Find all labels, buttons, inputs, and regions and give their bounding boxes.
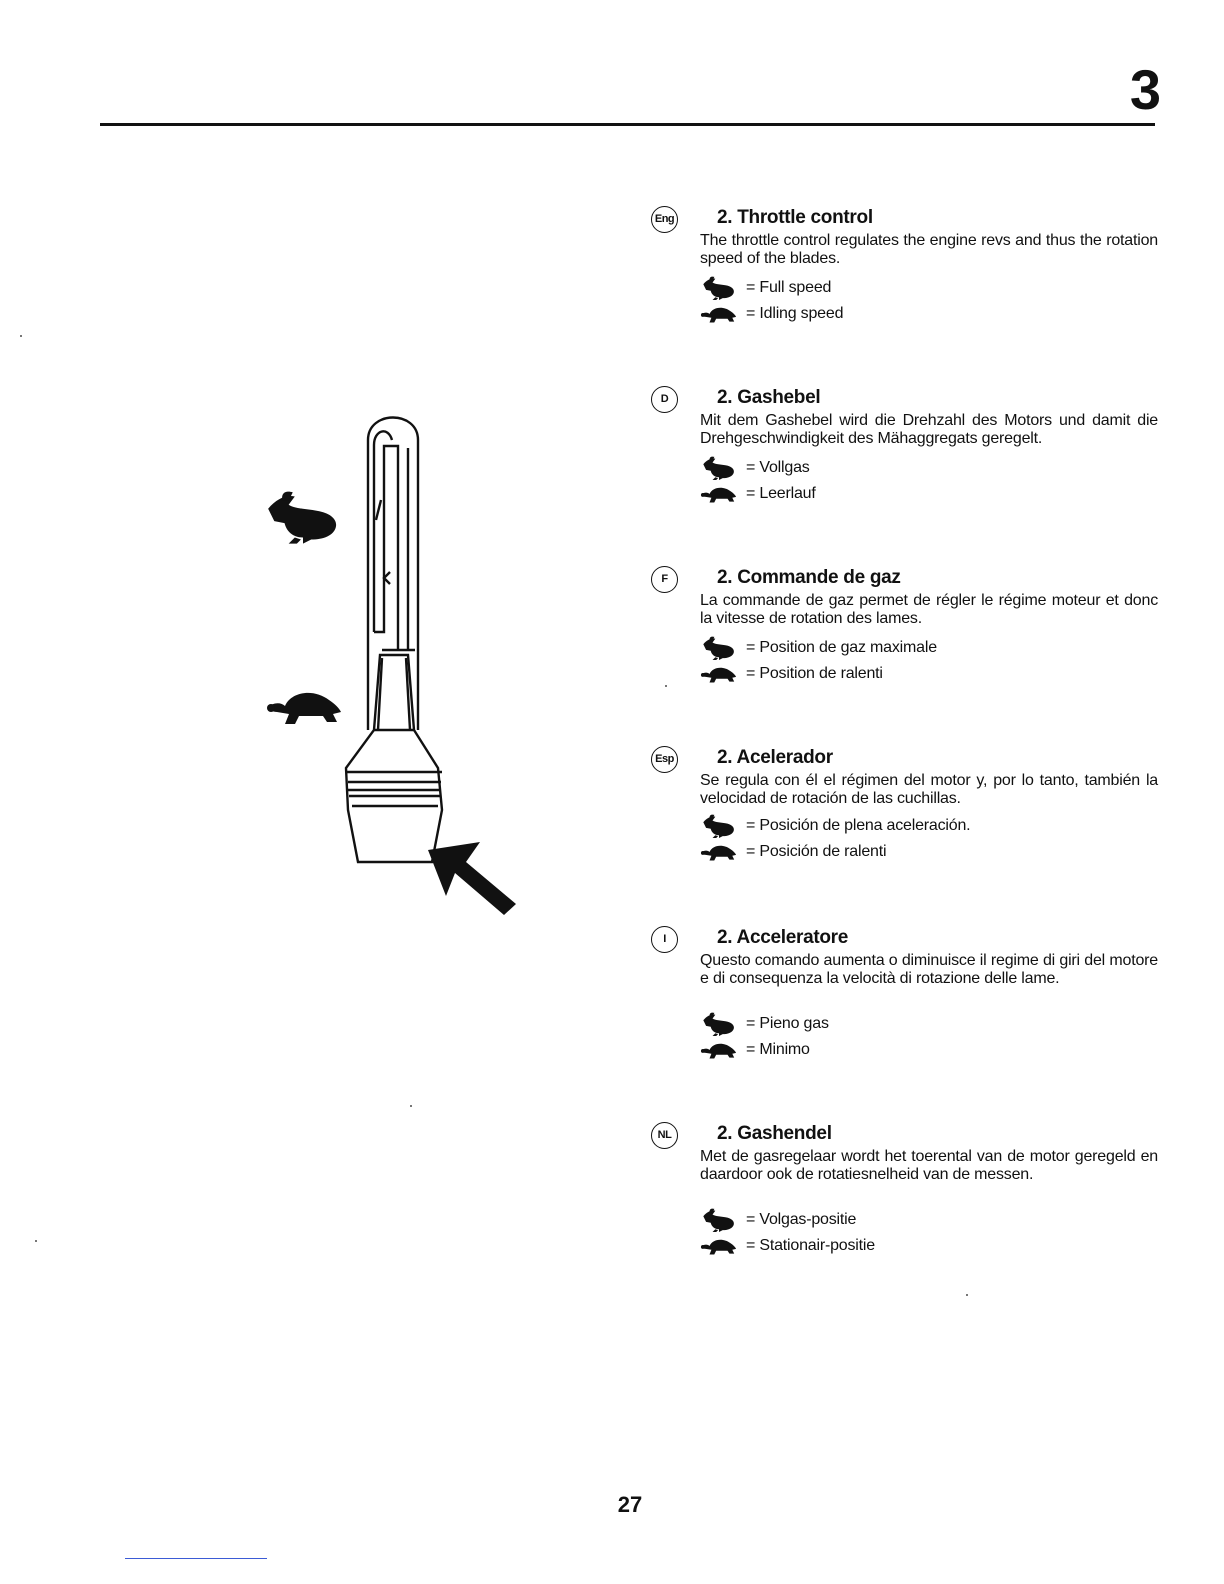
section-body: Se regula con él el régimen del motor y, por lo tanto, también la velocidad de rotación de las cuchillas. [700, 772, 1158, 807]
rabbit-icon [700, 1208, 738, 1232]
idle-speed-label: = Stationair-positie [746, 1237, 875, 1254]
page-number: 27 [617, 1492, 643, 1517]
scan-speck [665, 685, 667, 687]
section-title: 2. Commande de gaz [717, 567, 901, 588]
idle-speed-label: = Idling speed [746, 305, 844, 322]
rabbit-icon [700, 814, 738, 838]
arrow-icon [428, 842, 516, 915]
rabbit-icon [700, 1012, 738, 1036]
language-badge: D [651, 386, 678, 413]
language-badge: F [651, 566, 678, 593]
scan-speck [410, 1105, 412, 1107]
full-speed-row [700, 814, 970, 838]
full-speed-row [700, 1208, 856, 1232]
full-speed-label: = Pieno gas [746, 1015, 829, 1032]
language-badge: NL [651, 1122, 678, 1149]
turtle-icon [700, 482, 738, 506]
rabbit-icon [700, 456, 738, 480]
section-body: The throttle control regulates the engine revs and thus the rotation speed of the blades. [700, 232, 1158, 267]
full-speed-row [700, 636, 937, 660]
throttle-knob [346, 655, 442, 862]
section-title: 2. Gashendel [717, 1123, 832, 1144]
idle-speed-row [700, 662, 883, 686]
throttle-lever-illustration [250, 400, 540, 930]
rabbit-icon [700, 276, 738, 300]
turtle-icon [700, 1038, 738, 1062]
scan-speck [20, 335, 22, 337]
full-speed-label: = Posición de plena aceleración. [746, 817, 971, 834]
language-badge: I [651, 926, 678, 953]
idle-speed-row [700, 1234, 875, 1258]
turtle-icon [700, 662, 738, 686]
full-speed-label: = Full speed [746, 279, 832, 296]
bottom-link-line [125, 1558, 267, 1559]
idle-speed-label: = Position de ralenti [746, 665, 883, 682]
turtle-icon [700, 840, 738, 864]
idle-speed-row [700, 482, 816, 506]
section-english [650, 202, 1162, 332]
idle-speed-label: = Posición de ralenti [746, 843, 887, 860]
idle-speed-row [700, 1038, 810, 1062]
idle-speed-row [700, 302, 843, 326]
turtle-icon [700, 1234, 738, 1258]
full-speed-row [700, 1012, 829, 1036]
section-dutch [650, 1118, 1162, 1268]
section-french [650, 562, 1162, 692]
throttle-lever-figure [250, 400, 540, 930]
idle-speed-row [700, 840, 886, 864]
language-badge: Eng [651, 206, 678, 233]
full-speed-row [700, 456, 810, 480]
idle-speed-label: = Minimo [746, 1041, 810, 1058]
turtle-icon [267, 693, 341, 724]
section-spanish [650, 742, 1162, 872]
section-german [650, 382, 1162, 512]
section-italian [650, 922, 1162, 1072]
turtle-icon [700, 302, 738, 326]
header-rule [100, 123, 1155, 126]
rabbit-icon [268, 492, 336, 544]
section-body: Mit dem Gashebel wird die Drehzahl des Motors und damit die Drehgeschwindigkeit des Mähaggregats geregelt. [700, 412, 1158, 447]
chapter-number: 3 [1129, 58, 1160, 121]
scan-speck [35, 1240, 37, 1242]
language-badge: Esp [651, 746, 678, 773]
full-speed-label: = Position de gaz maximale [746, 639, 937, 656]
section-title: 2. Acelerador [717, 747, 833, 768]
section-body: La commande de gaz permet de régler le régime moteur et donc la vitesse de rotation des lames. [700, 592, 1158, 627]
idle-speed-label: = Leerlauf [746, 485, 816, 502]
rabbit-icon [700, 636, 738, 660]
section-body: Questo comando aumenta o diminuisce il regime di giri del motore e di consequenza la velocità di rotazione delle lame. [700, 952, 1158, 987]
full-speed-label: = Vollgas [746, 459, 810, 476]
full-speed-row [700, 276, 831, 300]
section-title: 2. Gashebel [717, 387, 821, 408]
section-body: Met de gasregelaar wordt het toerental van de motor geregeld en daardoor ook de rotatiesnelheid van de messen. [700, 1148, 1158, 1183]
section-title: 2. Acceleratore [717, 927, 849, 948]
scan-speck [966, 1294, 968, 1296]
section-title: 2. Throttle control [717, 207, 873, 228]
full-speed-label: = Volgas-positie [746, 1211, 857, 1228]
